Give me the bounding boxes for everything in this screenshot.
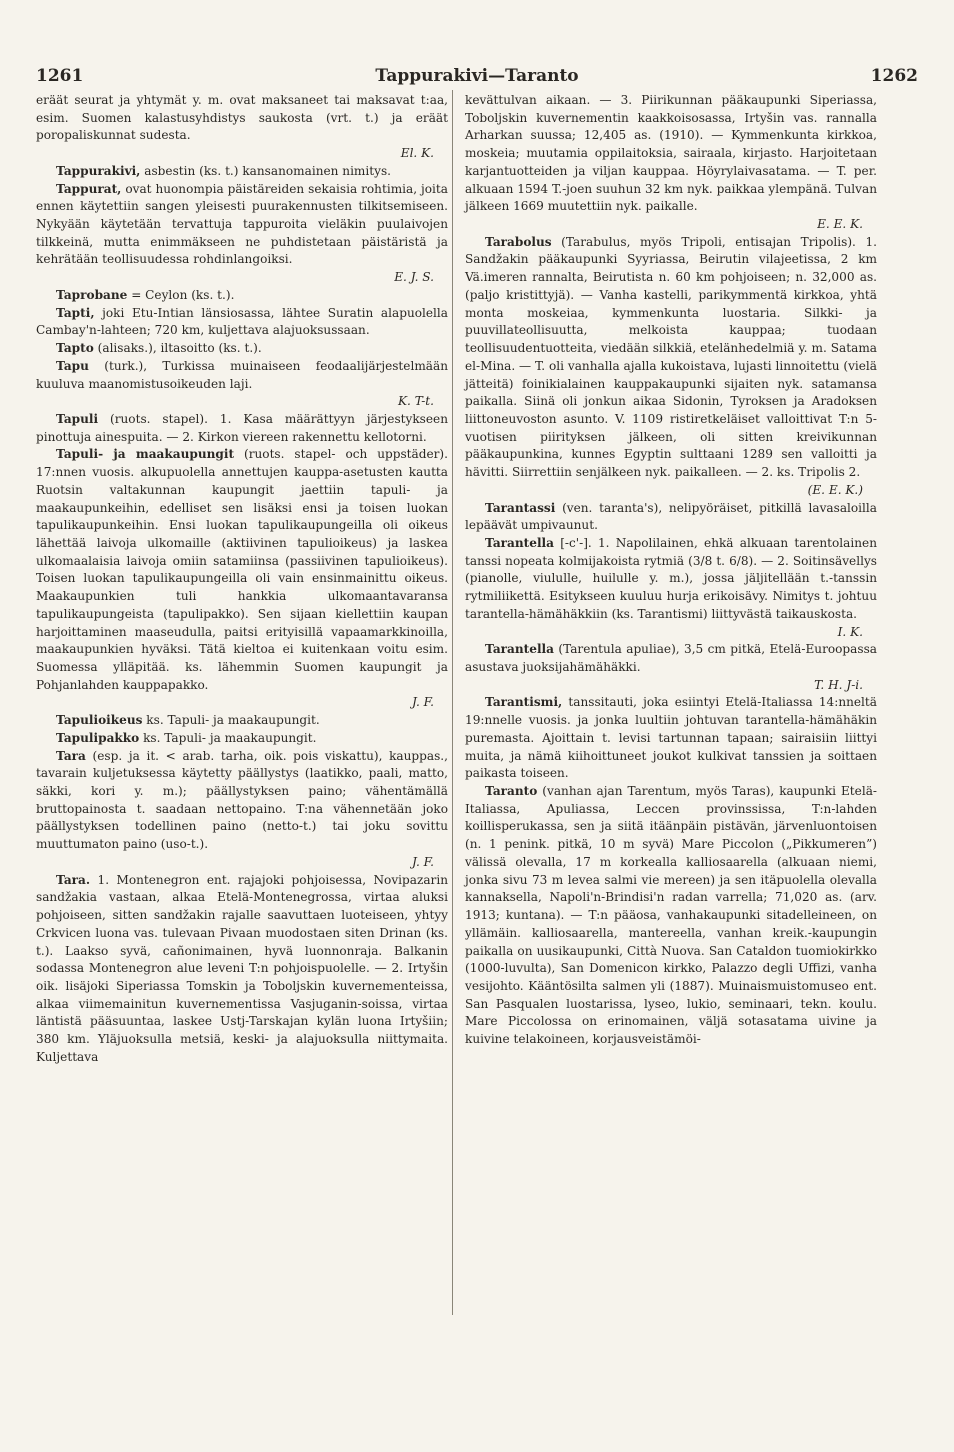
article-entry — [36, 92, 448, 145]
entry-text: (turk.), Turkissa muinaiseen feodaalijärjestelmään kuuluva maanomistusoikeuden laji. — [36, 358, 448, 391]
entry-headword: Tara. — [56, 872, 91, 887]
article-entry — [36, 446, 448, 694]
entry-headword: Taprobane — [56, 287, 128, 302]
entry-text: (esp. ja it. < arab. tarha, oik. pois viskattu), kauppas., tavarain kuljetuksessa käytetty päällystys (laatikko, paali, matto, säkki, kori y. m.); päällystyksen paino; vähentämällä bruttopainosta t. saadaan nettopaino. T:na vähennetään joko päällystyksen todellinen paino (netto-t.) tai joku sovittu muuttumaton paino (uso-t.). — [36, 748, 448, 852]
entry-text: ks. Tapuli- ja maakaupungit. — [139, 730, 317, 745]
entry-headword: Tarabolus — [485, 234, 552, 249]
entry-headword: Tapu — [56, 358, 89, 373]
article-entry — [36, 411, 448, 446]
author-signature: J. F. — [412, 854, 434, 869]
author-signature: El. K. — [400, 146, 434, 161]
article-entry — [36, 340, 448, 358]
entry-headword: Taranto — [485, 784, 538, 799]
left-column — [36, 92, 448, 1067]
author-signature: E. E. K. — [817, 217, 863, 232]
author-signature: E. J. S. — [394, 270, 434, 285]
entry-text: (ven. taranta's), nelipyöräiset, pitkillä lavasaloilla lepäävät umpivaunut. — [465, 500, 877, 533]
page-header — [36, 60, 918, 90]
article-entry — [465, 92, 877, 216]
entry-headword: Tarantassi — [485, 500, 556, 515]
entry-text: (alisaks.), iltasoitto (ks. t.). — [93, 341, 262, 356]
column-divider — [452, 90, 453, 1315]
article-entry — [36, 181, 448, 270]
page-number-left: 1261 — [36, 66, 84, 86]
entry-headword: Tapuli- ja maakaupungit — [56, 447, 235, 462]
article-entry — [36, 287, 448, 305]
entry-headword: Tarantella — [485, 642, 554, 657]
entry-text: joki Etu-Intian länsiosassa, lähtee Suratin alapuolella Cambay'n-lahteen; 720 km, kuljettava alajuoksussaan. — [36, 305, 448, 338]
article-entry — [465, 500, 877, 535]
entry-headword: Tapuli — [56, 411, 99, 426]
entry-headword: Tappurakivi, — [56, 163, 141, 178]
entry-headword: Tapti, — [56, 305, 95, 320]
right-column — [465, 92, 877, 1049]
article-entry — [36, 748, 448, 854]
article-entry — [465, 234, 877, 482]
author-signature: J. F. — [412, 695, 434, 710]
entry-headword: Tara — [56, 748, 86, 763]
entry-headword: Tarantismi, — [485, 695, 563, 710]
entry-text: [-c'-]. 1. Napolilainen, ehkä alkuaan tarentolainen tanssi nopeata kolmijakoista rytmiä (3/8 t. 6/8). — 2. Soitinsävellys (pianolle, viululle, huilulle y. m.), jossa jäljitellään t.-tanssin rytmiliikettä. Esitykseen kuuluu hurja erikoisävy. Nimitys t. johtuu tarantella-hämähäkkiin (ks. Tarantismi) liittyvästä taikauskosta. — [465, 535, 877, 621]
article-entry — [36, 358, 448, 393]
article-entry — [36, 163, 448, 181]
entry-text: ks. Tapuli- ja maakaupungit. — [142, 713, 320, 728]
article-entry — [465, 535, 877, 624]
entry-text: asbestin (ks. t.) kansanomainen nimitys. — [140, 163, 392, 178]
entry-headword: Tappurat, — [56, 181, 122, 196]
article-entry — [465, 641, 877, 676]
author-signature: K. T-t. — [397, 394, 434, 409]
article-entry — [36, 712, 448, 730]
entry-headword: Tapulioikeus — [56, 713, 143, 728]
entry-text: tanssitauti, joka esiintyi Etelä-Italiassa 14:nneltä 19:nnelle vuosis. ja jonka luultiin johtuvan tarantella-hämähäkin puremasta. Ajoittain t. levisi tartunnan tapaan; sairaisiin liittyi muita, ja nämä kiihoittuneet joukot kulkivat tanssien ja soittaen paikasta toiseen. — [465, 695, 877, 781]
page-number-right: 1262 — [870, 66, 918, 86]
entry-headword: Tapto — [56, 341, 94, 356]
running-title: Tappurakivi—Taranto — [375, 66, 579, 86]
author-signature: I. K. — [837, 624, 863, 639]
article-entry — [465, 694, 877, 783]
entry-text: (vanhan ajan Tarentum, myös Taras), kaupunki Etelä-Italiassa, Apuliassa, Leccen provinssissa, T:n-lahden koillisperukassa, sen ja siitä itäänpäin pistävän, järvenluontoisen (n. 1 penink. pitkä, 10 m syvä) Mare Piccolon („Pikkumeren”) välissä olevalla, 17 m korkealla kalliosaarella (alkuaan niemi, jonka sivu 73 m levea salmi vie mereen) ja sen itäpuolella olevalla kannaksella, Napoli'n-Brindisi'n radan varrella; 71,020 as. (arv. 1913; kuntana). — T:n pääosa, vanhakaupunki sitadelleineen, on yllämäin. kalliosaarella, mantereella, vanhan kreik.-kaupungin paikalla on uusikaupunki, Città Nuova. San Cataldon tuomiokirkko (1000-luvulta), San Domenicon kirkko, Palazzo degli Uffizi, vanha vesijohto. Kääntösilta salmen yli (1887). Muinaismuistomuseo ent. San Pasqualen luostarissa, lyseo, lukio, seminaari, tekn. koulu. Mare Piccolossa on erinomainen, väljä sotasatama uivine ja kuivine telakoineen, korjausveistämöi- — [465, 784, 877, 1047]
entry-text: (ruots. stapel- och uppstäder). 17:nnen vuosis. alkupuolella annettujen kauppa-asetusten kautta Ruotsin valtakunnan kaupungit jaettiin tapuli- ja maakaupunkeihin, edelliset sen lisäksi ensi ja toisen luokan tapulikaupunkeihin. Ensi luokan tapulikaupungeilla oli oikeus lähettää laivoja ulkomaille (aktiivinen tapulioikeus) ja laskea ulkomaalaisia laivoja omiin satamiinsa (passiivinen tapulioikeus). Toisen luokan tapulikaupungeilla oli vain ensinmainittu oikeus. Maakaupunkien tuli hankkia ulkomaantavaransa tapulikaupungeista (tapulipakko). Sen sijaan kiellettiin kaupan harjoittaminen maaseudulla, paitsi erityisillä vapaamarkkinoilla, maakaupunkien hyväksi. Tätä kieltoa ei kuitenkaan voitu esim. Suomessa ylläpitää. ks. lähemmin Suomen kaupungit ja Pohjanlahden kauppapakko. — [36, 447, 448, 692]
author-signature: T. H. J-i. — [814, 677, 863, 692]
entry-text: (ruots. stapel). 1. Kasa määrättyyn järjestykseen pinottuja ainespuita. — 2. Kirkon viereen rakennettu kellotorni. — [36, 411, 448, 444]
entry-text: eräät seurat ja yhtymät y. m. ovat maksaneet tai maksavat t:aa, esim. Suomen kalastusyhdistys saukosta (vrt. t.) ja eräät poropaliskunnat sudesta. — [36, 93, 448, 143]
entry-text: (Tarentula apuliae), 3,5 cm pitkä, Etelä-Euroopassa asustava juoksijahämähäkki. — [465, 642, 877, 674]
author-signature: (E. E. K.) — [807, 482, 863, 497]
entry-text: (Tarabulus, myös Tripoli, entisajan Tripolis). 1. Sandžakin pääkaupunki Syyriassa, Beirutin vilajeetissa, 2 km Vä.imeren rannalta, Beirutista n. 60 km pohjoiseen; n. 32,000 as. (paljo kristittyjä). — Vanha kastelli, parikymmentä kirkkoa, yhtä monta moskeiaa, kymmenkunta luostaria. Silkki- ja puuvillateollisuutta, melkoista kauppaa; tuodaan teollisuudentuotteita, viedään silkkiä, etelänhedelmiä y. m. Satama el-Mina. — T. oli vanhalla ajalla kukoistava, lujasti linnoitettu (vielä jätteitä) foinikialainen kauppakaupunki sijaiten nyk. satamansa paikalla. Siinä oli jonkun aikaa Sidonin, Tyroksen ja Aradoksen liittoneuvoston asunto. V. 1109 ristiretkeläiset valloittivat T:n 5-vuotisen piirityksen jälkeen, oli sitten kreivikunnan pääkaupunkina, kunnes Egyptin sulttaani 1289 sen valloitti ja hävitti. Siirrettiin senjälkeen nyk. paikalleen. — 2. ks. Tripolis 2. — [465, 234, 877, 480]
entry-headword: Tarantella — [485, 535, 554, 550]
entry-headword: Tapulipakko — [56, 730, 140, 745]
entry-text: = Ceylon (ks. t.). — [127, 287, 235, 302]
entry-text: 1. Montenegron ent. rajajoki pohjoisessa, Novipazarin sandžakia vastaan, alkaa Etelä-Montenegrossa, virtaa aluksi pohjoiseen, sitten sandžakin rajalle saavuttaen luoteiseen, yhtyy Crkvicen luona vas. tulevaan Pivaan muodostaen siten Drinan (ks. t.). Laakso syvä, cañonimainen, hyvä luonnonraja. Balkanin sodassa Montenegron alue leveni T:n pohjoispuolelle. — 2. Irtyšin oik. lisäjoki Siperiassa Tomskin ja Toboljskin kuvernementeissa, alkaa viimemainitun kuvernementissa Vasjuganin-soissa, virtaa läntistä pääsuuntaa, laskee Ustj-Tarskajan kylän luona Irtyšiin; 380 km. Yläjuoksulla metsiä, keski- ja alajuoksulla niittymaita. Kuljettava — [36, 872, 448, 1064]
entry-text: ovat huonompia päistäreiden sekaisia rohtimia, joita ennen käytettiin sangen yleisesti puurakennusten tilkitsemiseen. Nykyään käytetään tervattuja tappuroita vieläkin puulaivojen tilkkeinä, mutta enimmäkseen ne puhdistetaan päistäristä ja kehrätään teollisuudessa rohdinlangoiksi. — [36, 181, 448, 267]
article-entry — [465, 783, 877, 1049]
article-entry — [36, 305, 448, 340]
article-entry — [36, 872, 448, 1067]
article-entry — [36, 730, 448, 748]
entry-text: kevättulvan aikaan. — 3. Piirikunnan pääkaupunki Siperiassa, Toboljskin kuvernementin kaakkoisosassa, Irtyšin vas. rannalla Arharkan suussa; 12,405 as. (1910). — Kymmenkunta kirkkoa, moskeia; muutamia oppilaitoksia, sairaala, kirjasto. Harjoitetaan karjantuotteiden ja viljan kauppaa. Höyrylaivasatama. — T. per. alkuaan 1594 T.-joen suuhun 32 km nyk. paikkaa ylempänä. Tulvan jälkeen 1669 muutettiin nyk. paikalle. — [465, 93, 877, 214]
